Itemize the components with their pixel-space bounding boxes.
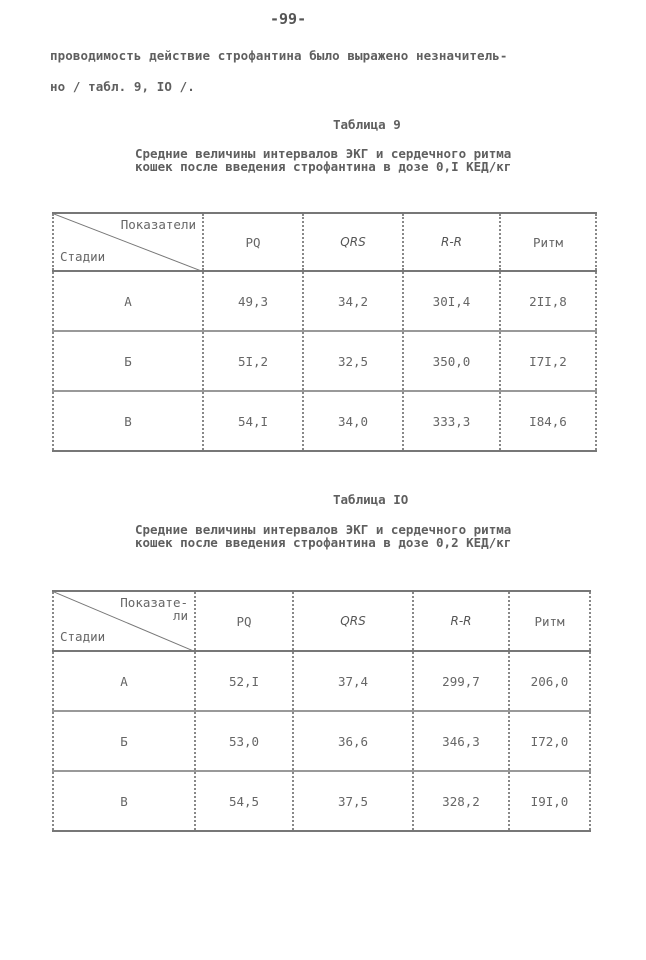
table-10-corner-bottom: Стадии [60,629,106,644]
value-cell: 37,5 [293,771,413,831]
value-cell: 52,I [195,651,293,711]
value-cell: 2II,8 [500,271,596,331]
value-cell: 350,0 [403,331,500,391]
table-9-corner-top: Показатели [120,217,196,232]
value-cell: 37,4 [293,651,413,711]
table-9-caption-line-2: кошек после введения строфантина в дозе 0,I КЕД/кг [135,159,512,174]
table-row [53,711,590,771]
value-cell: 299,7 [413,651,509,711]
table-9-caption-line-1: Средние величины интервалов ЭКГ и сердечного ритма [135,146,512,161]
table-10-col-header: PQ [195,591,293,651]
table-9-corner-cell [53,213,203,271]
table-9-col-header: Ритм [500,213,596,271]
stage-cell: Б [53,331,203,391]
table-row [53,271,596,331]
table-row [53,331,596,391]
stage-cell: В [53,771,195,831]
value-cell: 30I,4 [403,271,500,331]
table-10-caption-line-1: Средние величины интервалов ЭКГ и сердечного ритма [135,522,512,537]
value-cell: 333,3 [403,391,500,451]
page-number: -99- [270,10,307,28]
value-cell: 32,5 [303,331,403,391]
table-row [53,771,590,831]
table-10 [52,590,591,832]
value-cell: 5I,2 [203,331,303,391]
table-9-col-header: R-R [403,213,500,271]
table-9 [52,212,597,452]
table-9-col-header: QRS [303,213,403,271]
table-10-title: Таблица IO [333,492,409,507]
table-10-col-header: R-R [413,591,509,651]
table-10-caption-line-2: кошек после введения строфантина в дозе 0,2 КЕД/кг [135,535,512,550]
value-cell: 53,0 [195,711,293,771]
value-cell: I7I,2 [500,331,596,391]
table-row [53,391,596,451]
value-cell: 54,5 [195,771,293,831]
intro-line-1: проводимость действие строфантина было выражено незначитель- [50,48,508,63]
value-cell: I9I,0 [509,771,590,831]
value-cell: 34,0 [303,391,403,451]
value-cell: 346,3 [413,711,509,771]
value-cell: I72,0 [509,711,590,771]
value-cell: 206,0 [509,651,590,711]
stage-cell: В [53,391,203,451]
table-9-title: Таблица 9 [333,117,401,132]
value-cell: 49,3 [203,271,303,331]
table-10-col-header: Ритм [509,591,590,651]
table-row [53,651,590,711]
value-cell: 328,2 [413,771,509,831]
table-10-col-header: QRS [293,591,413,651]
table-10-corner-top: Показате- ли [120,595,188,623]
table-9-col-header: PQ [203,213,303,271]
table-10-corner-cell [53,591,195,651]
table-9-corner-bottom: Стадии [60,249,106,264]
value-cell: 54,I [203,391,303,451]
value-cell: 36,6 [293,711,413,771]
value-cell: 34,2 [303,271,403,331]
stage-cell: Б [53,711,195,771]
stage-cell: А [53,651,195,711]
stage-cell: А [53,271,203,331]
intro-line-2: но / табл. 9, IO /. [50,79,195,94]
value-cell: I84,6 [500,391,596,451]
